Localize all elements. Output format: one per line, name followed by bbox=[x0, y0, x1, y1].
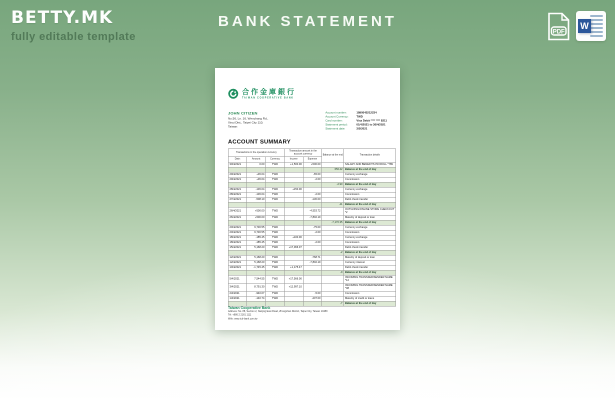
cell-expense bbox=[303, 275, 322, 283]
cell-details: Commission bbox=[344, 291, 396, 296]
account-info-label: Account Currency: bbox=[325, 115, 349, 119]
cell-date: 5/4/2021 bbox=[228, 275, 247, 283]
header-income: Income bbox=[284, 157, 303, 162]
cell-expense: -5.00 bbox=[303, 291, 322, 296]
cell-details: Maturity of deposit or loan bbox=[344, 215, 396, 220]
cell-currency: TWD bbox=[266, 207, 285, 215]
cell-currency: TWD bbox=[266, 245, 285, 250]
bank-logo-text bbox=[242, 88, 296, 99]
cell-amount: -140.74 bbox=[247, 296, 266, 301]
cell-currency: TWD bbox=[266, 291, 285, 296]
cell-currency: TWD bbox=[266, 192, 285, 197]
cell-currency: TWD bbox=[266, 230, 285, 235]
header-date: Date: bbox=[228, 157, 247, 162]
cell-income: +100.00 bbox=[284, 235, 303, 240]
header-account-currency: Transaction amount in the account currency bbox=[284, 149, 321, 157]
bank-logo bbox=[228, 88, 387, 99]
cell-amount: -136.04 bbox=[247, 192, 266, 197]
cell-details: Debit check transfer bbox=[344, 197, 396, 202]
cell-income: +150.00 bbox=[284, 187, 303, 192]
download-options bbox=[546, 11, 606, 41]
cell-amount: -136.04 bbox=[247, 187, 266, 192]
account-info-label: Card number: bbox=[325, 119, 343, 123]
footer-line: Address: No. 88, Section 2, Nanjing East Road, Zhongshan District, Taipei City, Taiwan 10489 bbox=[228, 310, 328, 313]
cell-currency: TWD bbox=[266, 197, 285, 202]
cell-amount: -185.45 bbox=[247, 235, 266, 240]
cell-expense: -768.71 bbox=[303, 255, 322, 260]
cell-details: Commission bbox=[344, 240, 396, 245]
bank-name-english: TAIWAN COOPERATIVE BANK bbox=[242, 96, 294, 99]
cell-details: Balance at the end of day bbox=[344, 182, 396, 187]
cell-details: Balance at the end of day bbox=[344, 167, 396, 172]
cell-date: 26/4/2021 bbox=[228, 215, 247, 220]
cell-expense: -7,802.19 bbox=[303, 260, 322, 265]
account-info-value: Visa Debit **** **** 8211 bbox=[356, 119, 387, 123]
word-download-icon[interactable] bbox=[576, 11, 606, 41]
account-info-value: TWD bbox=[356, 115, 363, 119]
cell-details: Currency exchange bbox=[344, 235, 396, 240]
cell-currency: TWD bbox=[266, 265, 285, 270]
cell-details: Balance at the end of day bbox=[344, 301, 396, 306]
cell-amount: 5,168.20 bbox=[247, 260, 266, 265]
account-info-value: 3/5/2021 bbox=[356, 127, 368, 131]
cell-details: Commission bbox=[344, 177, 396, 182]
cell-amount: +500.00 bbox=[247, 215, 266, 220]
cell-currency: TWD bbox=[266, 177, 285, 182]
cell-details: Debit check transfer bbox=[344, 265, 396, 270]
cell-date: 1/4/2021 bbox=[228, 296, 247, 301]
cell-expense: -407.00 bbox=[303, 296, 322, 301]
cell-currency: TWD bbox=[266, 162, 285, 167]
cell-details: Currency exchange bbox=[344, 225, 396, 230]
cell-details: OUTGOING/ONLINE STORE CHECKOUT *2 bbox=[345, 208, 395, 215]
cell-details: Balance at the end of day bbox=[344, 250, 396, 255]
address-line: Taiwan bbox=[228, 125, 238, 129]
account-info-value: 1890045212234 bbox=[356, 111, 377, 115]
account-info-label: Statement period: bbox=[325, 123, 348, 127]
cell-balance bbox=[322, 283, 344, 291]
balance-row bbox=[228, 301, 396, 306]
statement-footer bbox=[228, 306, 387, 321]
cell-income: +17,066.07 bbox=[284, 245, 303, 250]
cell-details: Debit check transfer bbox=[344, 245, 396, 250]
cell-currency bbox=[266, 301, 285, 306]
cell-date: 30/4/2021 bbox=[228, 162, 247, 167]
cell-currency: TWD bbox=[266, 172, 285, 177]
cell-date: 2/4/2021 bbox=[228, 291, 247, 296]
cell-details: Currency exchange bbox=[344, 172, 396, 177]
cell-expense: -2.00 bbox=[303, 192, 322, 197]
section-title: ACCOUNT SUMMARY bbox=[228, 139, 291, 145]
footer-line: Web: www.tcb-bank.com.tw bbox=[228, 317, 258, 321]
cell-details: Maturity of credit or loans bbox=[344, 296, 396, 301]
cell-amount: 5,168.20 bbox=[247, 255, 266, 260]
cell-expense bbox=[303, 301, 322, 306]
cell-details: INCOMING TRANSFER/SENDER NAME *08 bbox=[344, 283, 396, 291]
cell-amount: 8,791.30 bbox=[247, 283, 266, 291]
header-currency: Currency bbox=[266, 157, 285, 162]
cell-date: 12/4/2021 bbox=[228, 255, 247, 260]
cell-details: Currency exchange bbox=[344, 187, 396, 192]
cell-currency: TWD bbox=[266, 187, 285, 192]
bank-name-chinese: 合作金庫銀行 bbox=[242, 87, 296, 96]
address-line: No.56, Ln. 16, Wenchang Rd., bbox=[228, 117, 269, 121]
cell-details: INCOMING TRANSFER/SENDER NAME *12 bbox=[344, 275, 396, 283]
cell-amount: +36.04 bbox=[247, 177, 266, 182]
cell-details: Commission bbox=[344, 230, 396, 235]
cell-amount: -1,745.45 bbox=[247, 265, 266, 270]
account-info-row bbox=[325, 127, 387, 131]
statement-info-row bbox=[228, 111, 387, 131]
cell-income: +12,997.10 bbox=[284, 283, 303, 291]
account-summary-table bbox=[228, 149, 396, 307]
cell-amount: 9,730.55 bbox=[247, 230, 266, 235]
cell-date: 27/4/2021 bbox=[228, 197, 247, 202]
header-amount: Amount: bbox=[247, 157, 266, 162]
cell-details: Maturity of deposit or loan bbox=[344, 255, 396, 260]
cell-income: +1,500.00 bbox=[284, 162, 303, 167]
cell-details: Balance at the end of day bbox=[344, 220, 396, 225]
bank-logo-icon bbox=[228, 88, 239, 99]
cell-date bbox=[228, 301, 247, 306]
cell-expense: -130.00 bbox=[303, 197, 322, 202]
brand-tagline: fully editable template bbox=[11, 31, 136, 43]
cell-date: 26/4/2021 bbox=[228, 207, 247, 215]
cell-balance: 656.42 bbox=[322, 167, 344, 172]
transaction-row bbox=[228, 275, 396, 283]
cell-date: 18/4/2021 bbox=[228, 235, 247, 240]
customer-address bbox=[228, 117, 268, 129]
cell-balance bbox=[322, 207, 344, 215]
cell-amount: 9,730.55 bbox=[247, 225, 266, 230]
cell-date: 28/4/2021 bbox=[228, 187, 247, 192]
cell-amount: +36.04 bbox=[247, 172, 266, 177]
account-info-value: 01/4/2021 to 30/4/2021 bbox=[356, 123, 386, 127]
header-details: Transaction details bbox=[344, 149, 396, 162]
cell-balance: -11 bbox=[322, 202, 344, 207]
cell-income: +1,175.47 bbox=[284, 265, 303, 270]
cell-balance: -9 bbox=[322, 270, 344, 275]
customer-name: JOHN CITIZEN bbox=[228, 111, 258, 116]
cell-amount: +500.00 bbox=[247, 207, 266, 215]
cell-income bbox=[284, 301, 303, 306]
transaction-row bbox=[228, 283, 396, 291]
cell-amount: -508.10 bbox=[247, 197, 266, 202]
cell-date: 12/4/2021 bbox=[228, 260, 247, 265]
cell-expense: -2.00 bbox=[303, 230, 322, 235]
cell-date: 3/4/2021 bbox=[228, 283, 247, 291]
cell-expense: -4,553.72 bbox=[303, 207, 322, 215]
cell-balance: -7 bbox=[322, 301, 344, 306]
cell-expense: -75.00 bbox=[303, 225, 322, 230]
cell-currency: TWD bbox=[266, 225, 285, 230]
header-expense: Expense bbox=[303, 157, 322, 162]
cell-details: Balance at the end of day bbox=[344, 202, 396, 207]
brand-logo: BETTY.MK bbox=[11, 8, 114, 28]
cell-date: 29/4/2021 bbox=[228, 177, 247, 182]
header-balance: Balance at the end bbox=[322, 149, 344, 162]
cell-currency: TWD bbox=[266, 235, 285, 240]
cell-expense bbox=[303, 283, 322, 291]
statement-page bbox=[215, 68, 400, 330]
cell-currency: TWD bbox=[266, 296, 285, 301]
page-title: BANK STATEMENT bbox=[218, 13, 397, 30]
table-body bbox=[228, 162, 396, 306]
cell-income bbox=[284, 207, 303, 215]
cell-expense: +500.00 bbox=[303, 162, 322, 167]
cell-income: +17,566.00 bbox=[284, 275, 303, 283]
cell-date: 29/4/2021 bbox=[228, 172, 247, 177]
bank-statement-preview[interactable] bbox=[215, 68, 400, 330]
cell-expense: -65.00 bbox=[303, 172, 322, 177]
cell-expense: -7,802.19 bbox=[303, 215, 322, 220]
cell-date: 18/4/2021 bbox=[228, 240, 247, 245]
cell-amount: 5,168.20 bbox=[247, 245, 266, 250]
footer-line: Tel: +886 2 2181 1111 bbox=[228, 314, 252, 317]
table-header bbox=[228, 149, 396, 162]
cell-balance bbox=[322, 275, 344, 283]
cell-currency: TWD bbox=[266, 260, 285, 265]
cell-amount: -940.07 bbox=[247, 291, 266, 296]
cell-amount bbox=[247, 301, 266, 306]
cell-details: SALARY AND BENEFITS PAYROLL *789 bbox=[344, 162, 396, 167]
cell-amount: 7,544.55 bbox=[247, 275, 266, 283]
cell-details: Currency interest bbox=[344, 260, 396, 265]
cell-currency: TWD bbox=[266, 283, 285, 291]
account-info-block bbox=[325, 111, 387, 131]
footer-bank-name: Taiwan Cooperative Bank bbox=[228, 306, 271, 310]
cell-currency: TWD bbox=[266, 255, 285, 260]
cell-balance: -7,170.35 bbox=[322, 220, 344, 225]
header-operation-currency: Transactions in the operation currency bbox=[228, 149, 284, 157]
word-w-badge: W bbox=[578, 19, 591, 33]
cell-amount: 0.00 bbox=[247, 162, 266, 167]
cell-date: 10/4/2021 bbox=[228, 265, 247, 270]
cell-currency: TWD bbox=[266, 275, 285, 283]
cell-date: 15/4/2021 bbox=[228, 245, 247, 250]
address-line: Xinyi Dist., Taipei City 110, bbox=[228, 121, 264, 125]
svg-text:PDF: PDF bbox=[552, 28, 565, 35]
cell-details: Commission bbox=[344, 192, 396, 197]
account-info-label: Account number: bbox=[325, 111, 347, 115]
cell-balance: -2 bbox=[322, 250, 344, 255]
cell-currency: TWD bbox=[266, 215, 285, 220]
cell-amount: -185.45 bbox=[247, 240, 266, 245]
pdf-download-icon[interactable] bbox=[546, 12, 571, 41]
cell-date: 20/4/2021 bbox=[228, 230, 247, 235]
cell-balance: -2.90 bbox=[322, 182, 344, 187]
customer-block bbox=[228, 111, 268, 131]
account-info-label: Statement date: bbox=[325, 127, 346, 131]
cell-date: 28/4/2021 bbox=[228, 192, 247, 197]
transaction-row bbox=[228, 207, 396, 215]
cell-currency: TWD bbox=[266, 240, 285, 245]
cell-date: 20/4/2021 bbox=[228, 225, 247, 230]
cell-expense: -2.00 bbox=[303, 240, 322, 245]
word-doc-lines bbox=[590, 15, 603, 37]
cell-details: Balance at the end of day bbox=[344, 270, 396, 275]
cell-expense: -2.00 bbox=[303, 177, 322, 182]
